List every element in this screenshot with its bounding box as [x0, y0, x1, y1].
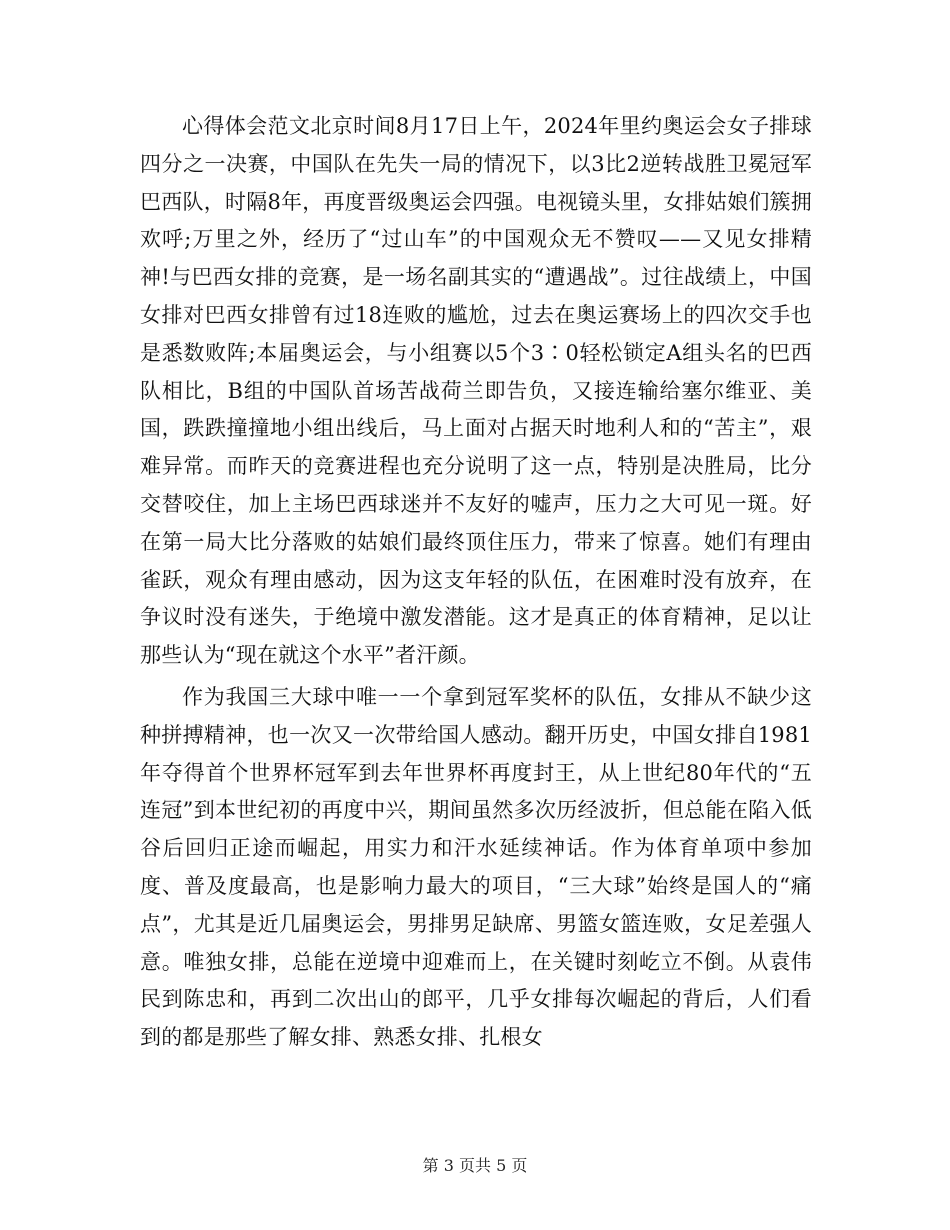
paragraph-2: 作为我国三大球中唯一一个拿到冠军奖杯的队伍，女排从不缺少这种拼搏精神，也一次又一次带给国人感动。翻开历史，中国女排自1981年夺得首个世界杯冠军到去年世界杯再度封王，从上世纪80年代的“五连冠”到本世纪初的再度中兴，期间虽然多次历经波折，但总能在陷入低谷后回归正途而崛起，用实力和汗水延续神话。作为体育单项中参加度、普及度最高，也是影响力最大的项目，“三大球”始终是国人的“痛点”，尤其是近几届奥运会，男排男足缺席、男篮女篮连败，女足差强人意。唯独女排，总能在逆境中迎难而上，在关键时刻屹立不倒。从袁伟民到陈忠和，再到二次出山的郎平，几乎女排每次崛起的背后，人们看到的都是那些了解女排、熟悉女排、扎根女 — [140, 684, 812, 1050]
document-body — [140, 108, 812, 1057]
paragraph-1: 心得体会范文北京时间8月17日上午，2024年里约奥运会女子排球四分之一决赛，中国队在先失一局的情况下，以3比2逆转战胜卫冕冠军巴西队，时隔8年，再度晋级奥运会四强。电视镜头里，女排姑娘们簇拥欢呼;万里之外，经历了“过山车”的中国观众无不赞叹——又见女排精神!与巴西女排的竞赛，是一场名副其实的“遭遇战”。过往战绩上，中国女排对巴西女排曾有过18连败的尴尬，过去在奥运赛场上的四次交手也是悉数败阵;本届奥运会，与小组赛以5个3∶0轻松锁定A组头名的巴西队相比，B组的中国队首场苦战荷兰即告负，又接连输给塞尔维亚、美国，跌跌撞撞地小组出线后，马上面对占据天时地利人和的“苦主”，艰难异常。而昨天的竞赛进程也充分说明了这一点，特别是决胜局，比分交替咬住，加上主场巴西球迷并不友好的嘘声，压力之大可见一斑。好在第一局大比分落败的姑娘们最终顶住压力，带来了惊喜。她们有理由雀跃，观众有理由感动，因为这支年轻的队伍，在困难时没有放弃，在争议时没有迷失，于绝境中激发潜能。这才是真正的体育精神，足以让那些认为“现在就这个水平”者汗颜。 — [140, 114, 812, 668]
page-number-footer: 第 3 页共 5 页 — [422, 1156, 528, 1175]
